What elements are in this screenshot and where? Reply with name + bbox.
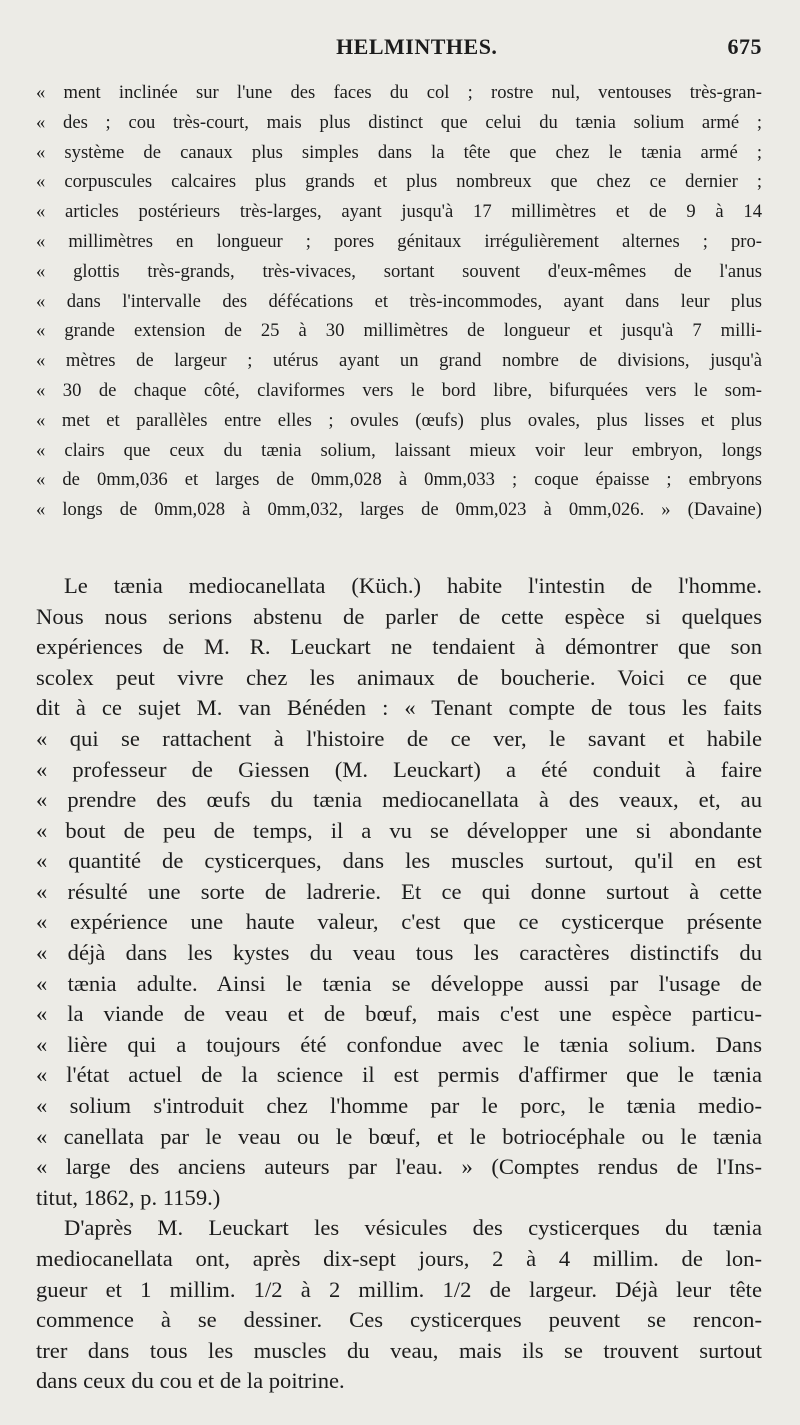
body-line: « résulté une sorte de ladrerie. Et ce qui donne surtout à cette [36,878,762,904]
body-line: « tænia adulte. Ainsi le tænia se développe aussi par l'usage de [36,970,762,996]
body-line: « bout de peu de temps, il a vu se développer une si abondante [36,817,762,843]
body-line: « l'état actuel de la science il est permis d'affirmer que le tænia [36,1062,762,1088]
page-number: 675 [727,34,762,59]
body-line: Le tænia mediocanellata (Küch.) habite l'intestin de l'homme. [64,572,762,598]
body-line: « déjà dans les kystes du veau tous les caractères distinctifs du [36,940,762,966]
body-line: « qui se rattachent à l'histoire de ce ver, le savant et habile [36,725,762,751]
body-line: dit à ce sujet M. van Bénéden : « Tenant compte de tous les faits [36,695,762,721]
quote-line: « ment inclinée sur l'une des faces du col ; rostre nul, ventouses très-gran- [36,82,762,103]
body-line: Nous nous serions abstenu de parler de cette espèce si quelques [36,603,762,629]
running-title: HELMINTHES. [336,34,498,59]
running-head [36,34,762,62]
body-line: « prendre des œufs du tænia mediocanellata à des veaux, et, au [36,787,762,813]
quote-line: « dans l'intervalle des défécations et très-incommodes, ayant dans leur plus [36,290,762,312]
body-line: mediocanellata ont, après dix-sept jours, 2 à 4 millim. de lon- [36,1246,762,1272]
body-line: dans ceux du cou et de la poitrine. [36,1368,345,1394]
body-line: « solium s'introduit chez l'homme par le porc, le tænia medio- [36,1093,762,1119]
body-line: « canellata par le veau ou le bœuf, et le botriocéphale ou le tænia [36,1123,762,1149]
quote-line: « mètres de largeur ; utérus ayant un grand nombre de divisions, jusqu'à [36,350,762,372]
quote-line: « articles postérieurs très-larges, ayant jusqu'à 17 millimètres et de 9 à 14 [36,201,762,223]
paragraph-mediocanellata [36,571,762,1213]
body-line: trer dans tous les muscles du veau, mais ils se trouvent surtout [36,1337,762,1363]
quote-line: « système de canaux plus simples dans la tête que chez le tænia armé ; [36,141,762,163]
body-line: D'après M. Leuckart les vésicules des cysticerques du tænia [64,1215,762,1241]
body-line: « quantité de cysticerques, dans les muscles surtout, qu'il en est [36,848,762,874]
body-line: « la viande de veau et de bœuf, mais c'est une espèce particu- [36,1001,762,1027]
quoted-description [36,78,762,525]
quote-line: « 30 de chaque côté, claviformes vers le bord libre, bifurquées vers le som- [36,379,762,401]
body-line: titut, 1862, p. 1159.) [36,1184,221,1210]
section-gap [36,525,762,571]
paragraph-leuckart [36,1213,762,1397]
quote-line: « de 0mm,036 et larges de 0mm,028 à 0mm,033 ; coque épaisse ; embryons [36,469,762,491]
quote-line: « longs de 0mm,028 à 0mm,032, larges de 0mm,023 à 0mm,026. » (Davaine) [36,499,762,521]
quote-line: « corpuscules calcaires plus grands et plus nombreux que chez ce dernier ; [36,171,762,193]
body-line: « professeur de Giessen (M. Leuckart) a été conduit à faire [36,756,762,782]
body-line: gueur et 1 millim. 1/2 à 2 millim. 1/2 de largeur. Déjà leur tête [36,1276,762,1302]
body-line: « lière qui a toujours été confondue avec le tænia solium. Dans [36,1031,762,1057]
quote-line: « glottis très-grands, très-vivaces, sortant souvent d'eux-mêmes de l'anus [36,260,762,282]
quote-line: « met et parallèles entre elles ; ovules (œufs) plus ovales, plus lisses et plus [36,409,762,431]
body-line: commence à se dessiner. Ces cysticerques peuvent se rencon- [36,1307,762,1333]
body-line: expériences de M. R. Leuckart ne tendaient à démontrer que son [36,634,762,660]
quote-line: « grande extension de 25 à 30 millimètres de longueur et jusqu'à 7 milli- [36,320,762,342]
body-line: scolex peut vivre chez les animaux de boucherie. Voici ce que [36,664,762,690]
quote-line: « clairs que ceux du tænia solium, laissant mieux voir leur embryon, longs [36,439,762,461]
body-line: « large des anciens auteurs par l'eau. » (Comptes rendus de l'Ins- [36,1154,762,1180]
quote-line: « millimètres en longueur ; pores génitaux irrégulièrement alternes ; pro- [36,230,762,252]
quote-line: « des ; cou très-court, mais plus distinct que celui du tænia solium armé ; [36,111,762,133]
body-line: « expérience une haute valeur, c'est que ce cysticerque présente [36,909,762,935]
